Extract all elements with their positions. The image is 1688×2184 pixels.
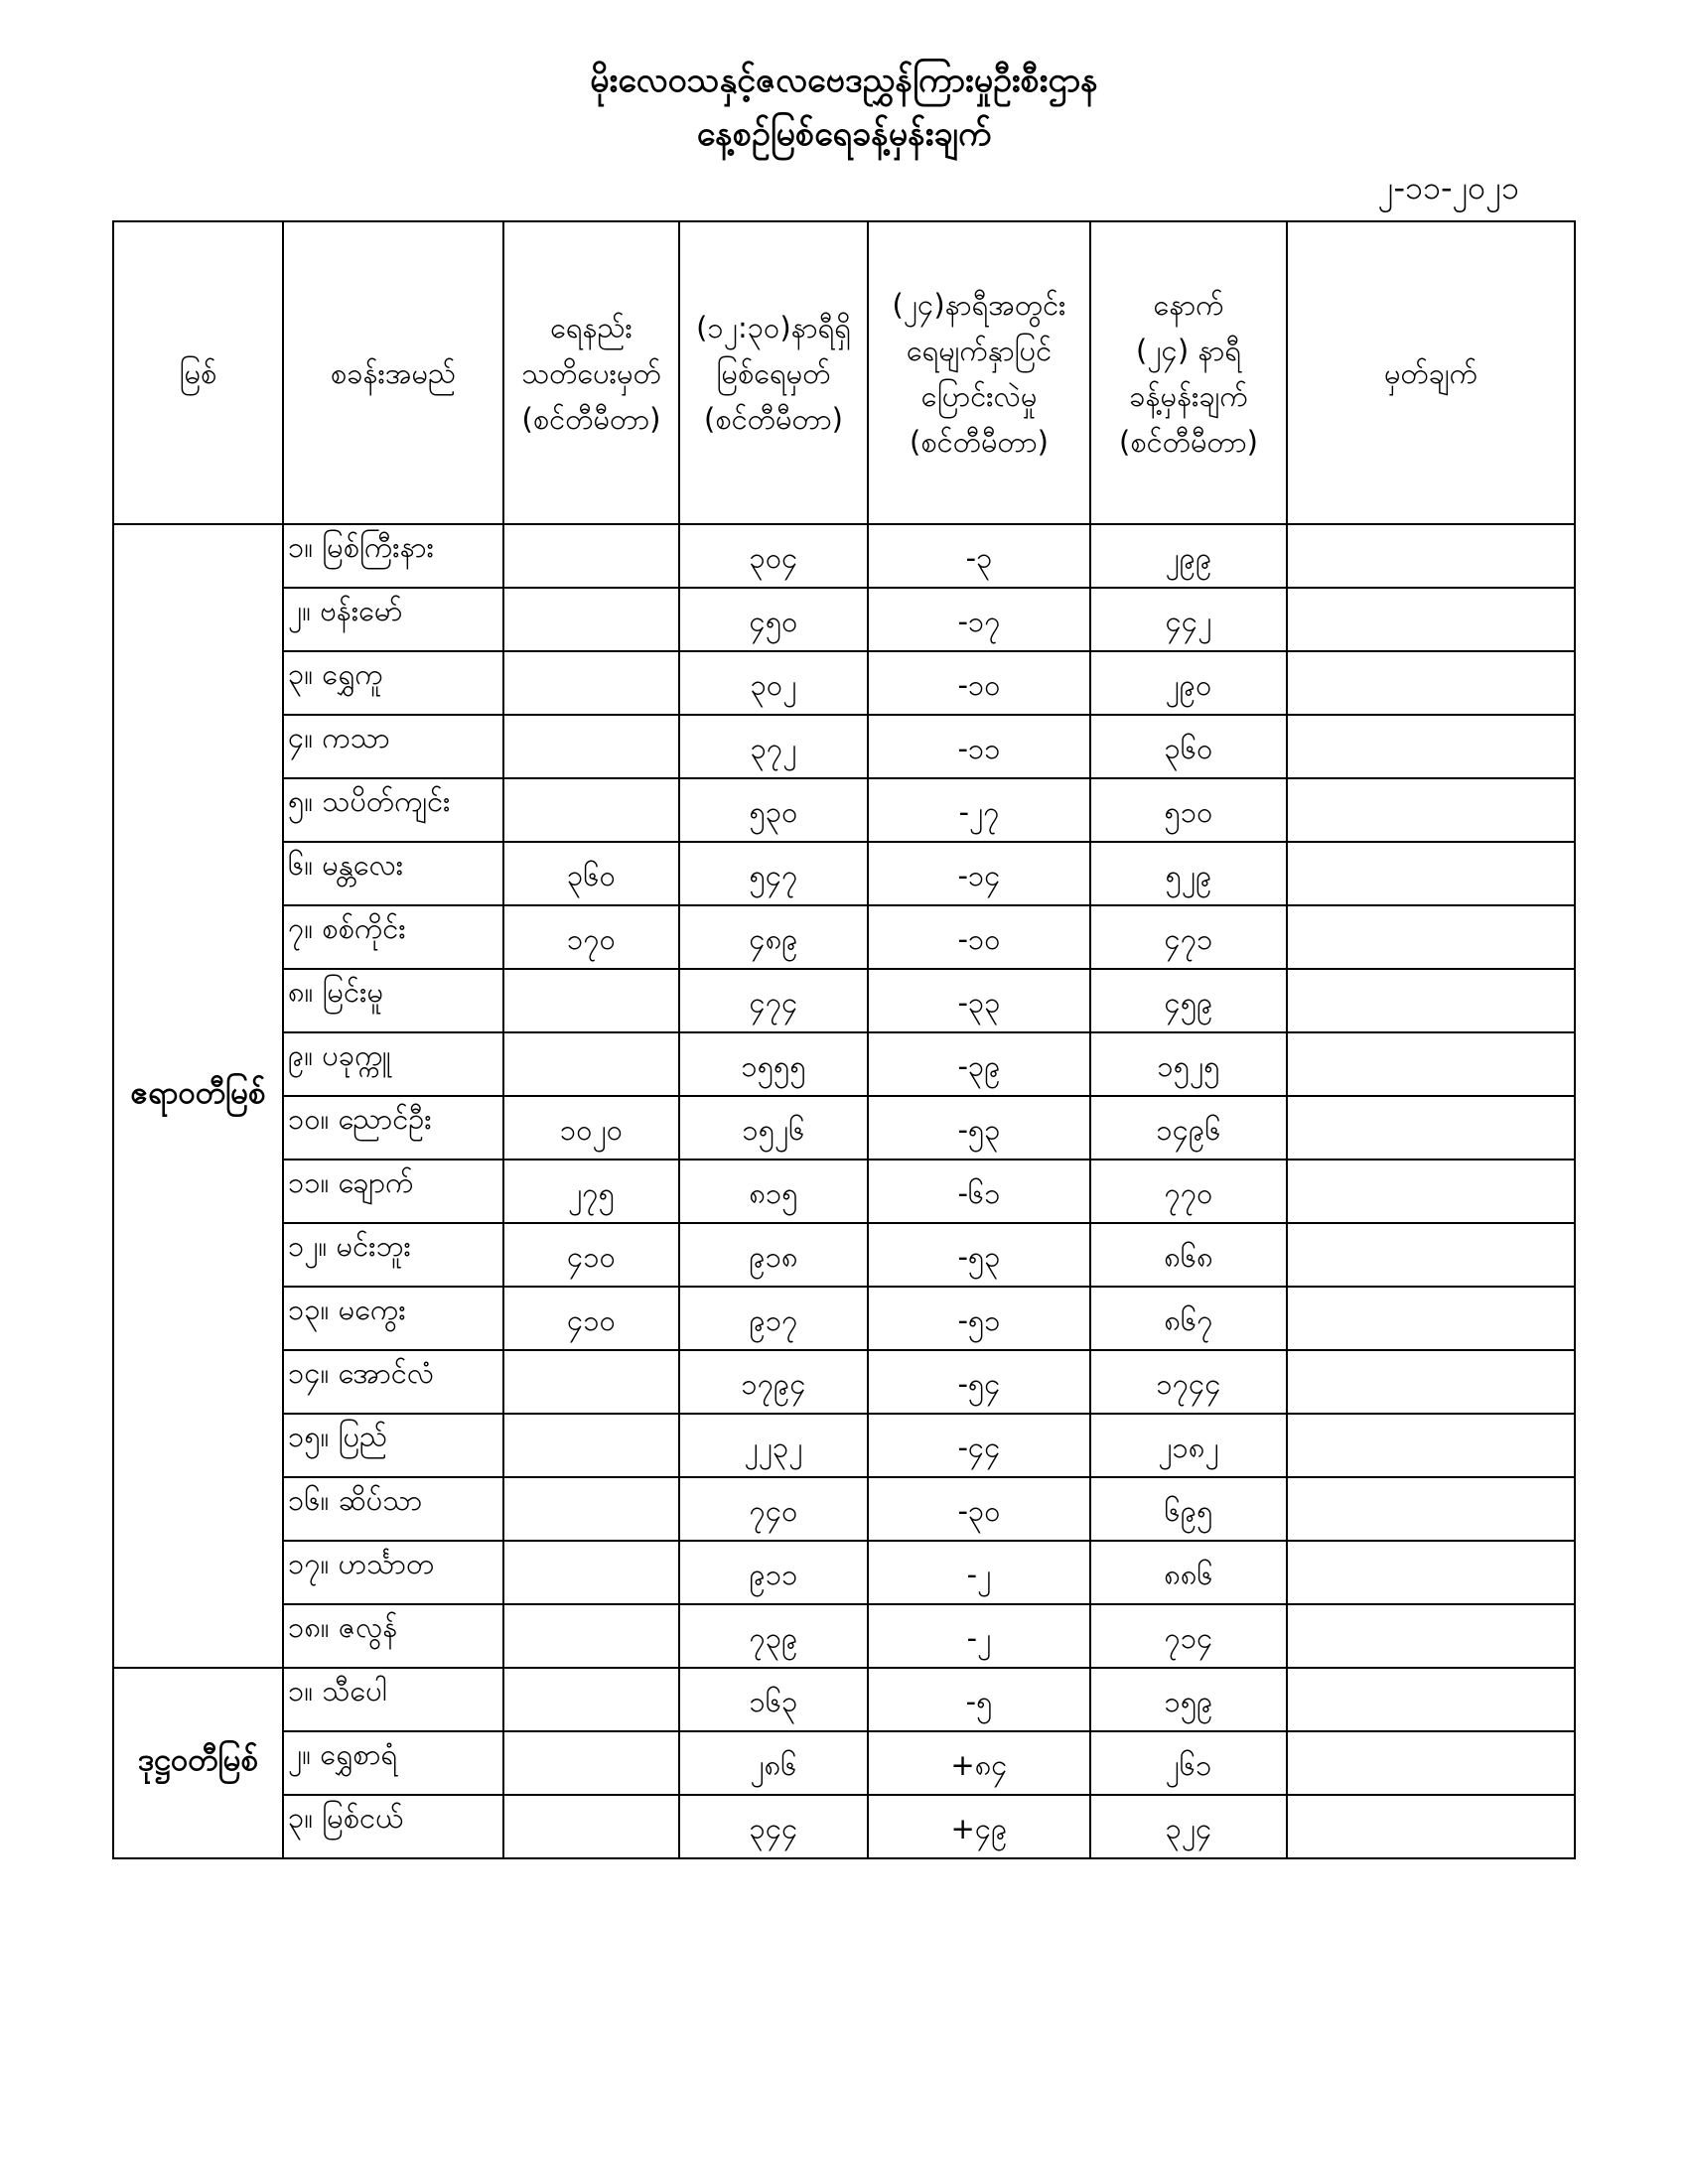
station-name-cell: ၇။ စစ်ကိုင်း [283,905,503,969]
warning-level-cell [503,778,679,842]
warning-level-cell: ၄၁၀ [503,1223,679,1287]
table-row [113,1223,1575,1287]
station-name-cell: ၉။ ပခုက္ကူ [283,1032,503,1096]
warning-level-cell [503,1414,679,1477]
change-cell: -၅၁ [868,1287,1090,1350]
current-level-cell: ၈၁၅ [679,1160,868,1223]
change-cell: -၅၃ [868,1096,1090,1160]
forecast-cell: ၁၅၉ [1090,1668,1287,1731]
table-row [113,969,1575,1032]
warning-level-cell [503,1477,679,1541]
header-forecast-line: (စင်တီမီတာ) [1119,424,1258,459]
header-level-line: (၁၂:၃၀)နာရီရှိ [696,310,851,344]
header-change-line: (၂၄)နာရီအတွင်း [892,287,1066,322]
remark-cell [1287,1032,1575,1096]
station-name-cell: ၁၃။ မကွေး [283,1287,503,1350]
warning-level-cell [503,1731,679,1795]
forecast-cell: ၄၄၂ [1090,588,1287,651]
change-cell: -၄၄ [868,1414,1090,1477]
change-cell: -၂ [868,1541,1090,1604]
header-remarks: မှတ်ချက် [1287,221,1575,524]
warning-level-cell: ၄၁၀ [503,1287,679,1350]
warning-level-cell: ၂၇၅ [503,1160,679,1223]
current-level-cell: ၃၀၂ [679,651,868,715]
header-change-line: ရေမျက်နှာပြင် [906,333,1053,367]
table-row [113,1414,1575,1477]
remark-cell [1287,715,1575,778]
station-name-cell: ၁၂။ မင်းဘူး [283,1223,503,1287]
station-name-cell: ၅။ သပိတ်ကျင်း [283,778,503,842]
warning-level-cell [503,1795,679,1858]
warning-level-cell [503,715,679,778]
table-row [113,1032,1575,1096]
change-cell: -၁၁ [868,715,1090,778]
warning-level-cell [503,1541,679,1604]
remark-cell [1287,1541,1575,1604]
change-cell: -၆၁ [868,1160,1090,1223]
current-level-cell: ၂၂၃၂ [679,1414,868,1477]
change-cell: -၅၄ [868,1350,1090,1414]
station-name-cell: ၈။ မြင်းမူ [283,969,503,1032]
current-level-cell: ၃၇၂ [679,715,868,778]
change-cell: -၃ [868,524,1090,588]
station-name-cell: ၃။ မြစ်ငယ် [283,1795,503,1858]
station-name-cell: ၂။ ရွှေစာရံ [283,1731,503,1795]
change-cell: -၁၀ [868,651,1090,715]
change-cell: -၁၇ [868,588,1090,651]
forecast-cell: ၄၇၁ [1090,905,1287,969]
station-name-cell: ၁၆။ ဆိပ်သာ [283,1477,503,1541]
current-level-cell: ၃၀၄ [679,524,868,588]
table-row [113,1731,1575,1795]
forecast-cell: ၃၆၀ [1090,715,1287,778]
change-cell: -၃၀ [868,1477,1090,1541]
warning-level-cell [503,1604,679,1668]
forecast-cell: ၃၂၄ [1090,1795,1287,1858]
warning-level-cell: ၁၇၀ [503,905,679,969]
table-row [113,905,1575,969]
change-cell: +၄၉ [868,1795,1090,1858]
change-cell: -၁၀ [868,905,1090,969]
header-warning-line: ရေနည်း [550,310,633,344]
station-name-cell: ၁၁။ ချောက် [283,1160,503,1223]
header-current-level [679,221,868,524]
table-row [113,1668,1575,1731]
warning-level-cell [503,1032,679,1096]
header-warning-line: သတိပေးမှတ် [521,355,661,390]
current-level-cell: ၇၃၉ [679,1604,868,1668]
change-cell: -၂၇ [868,778,1090,842]
current-level-cell: ၉၁၈ [679,1223,868,1287]
warning-level-cell [503,1668,679,1731]
table-row [113,524,1575,588]
header-river: မြစ် [113,221,283,524]
remark-cell [1287,1731,1575,1795]
header-level-line: မြစ်ရေမှတ် [716,355,831,390]
current-level-cell: ၄၇၄ [679,969,868,1032]
current-level-cell: ၁၅၂၆ [679,1096,868,1160]
current-level-cell: ၁၅၅၅ [679,1032,868,1096]
forecast-cell: ၁၄၉၆ [1090,1096,1287,1160]
current-level-cell: ၇၄၀ [679,1477,868,1541]
remark-cell [1287,651,1575,715]
header-change-line: (စင်တီမီတာ) [910,424,1049,459]
remark-cell [1287,1350,1575,1414]
table-row [113,1477,1575,1541]
warning-level-cell: ၃၆၀ [503,842,679,905]
station-name-cell: ၃။ ရွှေကူ [283,651,503,715]
header-forecast-line: နောက် [1153,287,1224,322]
forecast-cell: ၂၆၁ [1090,1731,1287,1795]
change-cell: -၅ [868,1668,1090,1731]
remark-cell [1287,1160,1575,1223]
warning-level-cell [503,969,679,1032]
warning-level-cell [503,1350,679,1414]
forecast-cell: ၈၆၈ [1090,1223,1287,1287]
current-level-cell: ၅၃၀ [679,778,868,842]
remark-cell [1287,1477,1575,1541]
forecast-cell: ၈၈၆ [1090,1541,1287,1604]
current-level-cell: ၄၅၀ [679,588,868,651]
remark-cell [1287,1414,1575,1477]
warning-level-cell [503,588,679,651]
remark-cell [1287,1604,1575,1668]
station-name-cell: ၂။ ဗန်းမော် [283,588,503,651]
forecast-cell: ၂၉၀ [1090,651,1287,715]
agency-title: မိုးလေဝသနှင့်ဇလဗေဒညွှန်ကြားမှုဦးစီးဌာန [590,61,1098,100]
header-forecast-line: (၂၄) နာရီ [1136,333,1241,367]
header-change-line: ပြောင်းလဲမှု [920,378,1038,413]
table-row [113,1160,1575,1223]
warning-level-cell [503,651,679,715]
remark-cell [1287,1287,1575,1350]
remark-cell [1287,1223,1575,1287]
header-row [113,221,1575,524]
remark-cell [1287,1096,1575,1160]
current-level-cell: ၁၇၉၄ [679,1350,868,1414]
table-row [113,842,1575,905]
current-level-cell: ၁၆၃ [679,1668,868,1731]
table-row [113,1604,1575,1668]
station-name-cell: ၁၇။ ဟင်္သာတ [283,1541,503,1604]
remark-cell [1287,588,1575,651]
table-row [113,588,1575,651]
table-body [113,524,1575,1858]
header-warning-line: (စင်တီမီတာ) [521,401,661,436]
current-level-cell: ၉၁၁ [679,1541,868,1604]
header-forecast-line: ခန့်မှန်းချက် [1129,378,1248,413]
table-row [113,651,1575,715]
remark-cell [1287,905,1575,969]
forecast-cell: ၂၁၈၂ [1090,1414,1287,1477]
report-title: နေ့စဉ်မြစ်ရေခန့်မှန်းချက် [696,114,992,154]
river-name-cell: ဧရာဝတီမြစ် [113,524,283,1668]
river-name-cell: ဒုဋ္ဌဝတီမြစ် [113,1668,283,1858]
change-cell: -၅၃ [868,1223,1090,1287]
remark-cell [1287,1795,1575,1858]
current-level-cell: ၅၄၇ [679,842,868,905]
forecast-cell: ၄၅၉ [1090,969,1287,1032]
header-level-line: (စင်တီမီတာ) [704,401,843,436]
table-row [113,1096,1575,1160]
forecast-cell: ၁၅၂၅ [1090,1032,1287,1096]
table-row [113,1541,1575,1604]
forecast-cell: ၅၁၀ [1090,778,1287,842]
station-name-cell: ၄။ ကသာ [283,715,503,778]
remark-cell [1287,969,1575,1032]
current-level-cell: ၉၁၇ [679,1287,868,1350]
current-level-cell: ၃၄၄ [679,1795,868,1858]
remark-cell [1287,778,1575,842]
header-forecast [1090,221,1287,524]
table-row [113,778,1575,842]
change-cell: -၃၃ [868,969,1090,1032]
station-name-cell: ၁၈။ ဇလွန် [283,1604,503,1668]
table-row [113,1350,1575,1414]
warning-level-cell [503,524,679,588]
forecast-cell: ၇၇၀ [1090,1160,1287,1223]
forecast-cell: ၅၂၉ [1090,842,1287,905]
station-name-cell: ၁။ မြစ်ကြီးနား [283,524,503,588]
remark-cell [1287,1668,1575,1731]
station-name-cell: ၁။ သီပေါ [283,1668,503,1731]
header-warning-level [503,221,679,524]
forecast-cell: ၇၁၄ [1090,1604,1287,1668]
station-name-cell: ၁၄။ အောင်လံ [283,1350,503,1414]
report-date: ၂-၁၁-၂၀၂၁ [1377,169,1519,206]
current-level-cell: ၂၈၆ [679,1731,868,1795]
station-name-cell: ၆။ မန္တလေး [283,842,503,905]
station-name-cell: ၁၀။ ညောင်ဦး [283,1096,503,1160]
table-row [113,1795,1575,1858]
change-cell: -၂ [868,1604,1090,1668]
change-cell: -၁၄ [868,842,1090,905]
table-row [113,715,1575,778]
river-forecast-table [112,220,1576,1859]
change-cell: +၈၄ [868,1731,1090,1795]
forecast-cell: ၆၉၅ [1090,1477,1287,1541]
change-cell: -၃၉ [868,1032,1090,1096]
forecast-cell: ၁၇၄၄ [1090,1350,1287,1414]
table-row [113,1287,1575,1350]
warning-level-cell: ၁၀၂၀ [503,1096,679,1160]
header-station: စခန်းအမည် [283,221,503,524]
station-name-cell: ၁၅။ ပြည် [283,1414,503,1477]
forecast-cell: ၂၉၉ [1090,524,1287,588]
remark-cell [1287,842,1575,905]
forecast-cell: ၈၆၇ [1090,1287,1287,1350]
header-24h-change [868,221,1090,524]
remark-cell [1287,524,1575,588]
current-level-cell: ၄၈၉ [679,905,868,969]
